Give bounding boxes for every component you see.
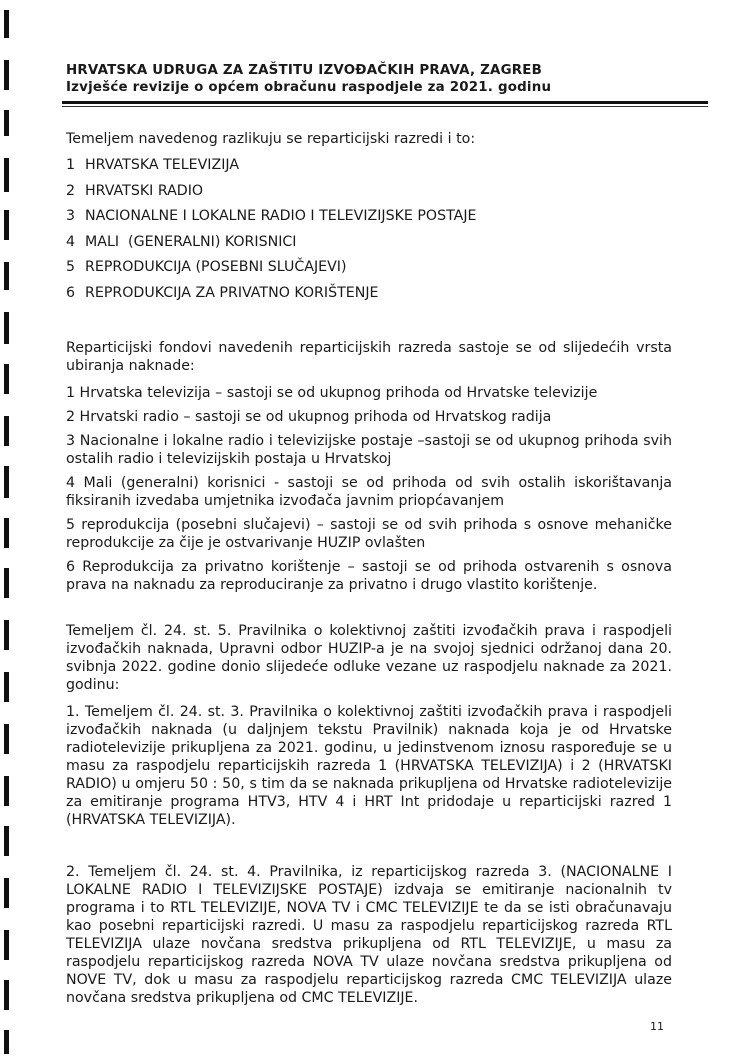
scan-edge-mark	[4, 416, 9, 446]
class-item	[66, 233, 672, 259]
header-report-title: Izvješće revizije o općem obračunu raspodjele za 2021. godinu	[66, 80, 552, 95]
classes-intro: Temeljem navedenog razlikuju se reparticijski razredi i to:	[66, 131, 476, 147]
fund-item: 6 Reprodukcija za privatno korištenje – sastoji se od prihoda ostvarenih s osnova prava na naknadu za reproduciranje za privatno i drugo vlastito korištenje.	[66, 559, 672, 593]
page-header	[66, 62, 726, 96]
page-number: 11	[650, 1020, 664, 1033]
scan-edge-mark	[4, 210, 9, 240]
class-number: 2	[66, 182, 76, 199]
decision-item: 2. Temeljem čl. 24. st. 4. Pravilnika, iz reparticijskog razreda 3. (NACIONALNE I LOKALNE RADIO I TELEVIZIJSKE POSTAJE) izdvaja se emitiranje nacionalnih tv programa i to RTL TELEVIZIJE, NOVA TV i CMC TELEVIZIJE te da se isti obračunavaju kao posebni reparticijski razredi. U masu za raspodjelu reparticijskog razreda RTL TELEVIZIJA ulaze novčana sredstva prikupljena od RTL TELEVIZIJE, u masu za raspodjelu reparticijskog razreda NOVA TV ulaze novčana sredstva prikupljena od NOVE TV, dok u masu za raspodjelu reparticijskog razreda CMC TELEVIZIJA ulaze novčana sredstva prikupljena od CMC TELEVIZIJE.	[66, 864, 672, 1006]
decision-item: 1. Temeljem čl. 24. st. 3. Pravilnika o kolektivnoj zaštiti izvođačkih prava i raspodjeli izvođačkih naknada (u daljnjem tekstu Pravilnik) naknada koja je od Hrvatske radiotelevizije prikupljena za 2021. godinu, u jedinstvenom iznosu raspoređuje se u masu za raspodjelu reparticijskih razreda 1 (HRVATSKA TELEVIZIJA) i 2 (HRVATSKI RADIO) u omjeru 50 : 50, s tim da se naknada prikupljena od Hrvatske radiotelevizije za emitiranje programa HTV3, HTV 4 i HRT Int pridodaje u reparticijski razred 1 (HRVATSKA TELEVIZIJA).	[66, 704, 672, 828]
scan-edge-mark	[4, 776, 9, 806]
fund-list	[66, 384, 672, 594]
scan-edge-mark	[4, 466, 9, 498]
fund-item: 1 Hrvatska televizija – sastoji se od ukupnog prihoda od Hrvatske televizije	[66, 385, 598, 401]
class-name: NACIONALNE I LOKALNE RADIO I TELEVIZIJSKE POSTAJE	[85, 208, 477, 224]
class-number: 3	[66, 208, 76, 224]
scan-edge-mark	[4, 672, 9, 702]
class-name: REPRODUKCIJA ZA PRIVATNO KORIŠTENJE	[85, 284, 379, 301]
class-item	[66, 156, 672, 182]
scan-edge-mark	[4, 1030, 9, 1054]
scan-edge-mark	[4, 60, 9, 90]
header-rule	[62, 101, 708, 104]
scan-edge-mark	[4, 568, 9, 598]
scan-edge-mark	[4, 158, 9, 192]
class-number: 1	[66, 157, 76, 173]
fund-item: 4 Mali (generalni) korisnici - sastoji se od prihoda od svih ostalih iskorištavanja fiksiranih izvedaba umjetnika izvođača javnim priopćavanjem	[66, 475, 672, 509]
class-number: 6	[66, 284, 76, 301]
class-list	[66, 156, 672, 309]
header-organization: HRVATSKA UDRUGA ZA ZAŠTITU IZVOĐAČKIH PRAVA, ZAGREB	[66, 63, 543, 78]
class-item	[66, 182, 672, 208]
scan-edge-mark	[4, 878, 9, 908]
scan-edge-mark	[4, 826, 9, 856]
class-number: 5	[66, 259, 76, 275]
class-name: HRVATSKA TELEVIZIJA	[85, 157, 240, 173]
scan-edge-mark	[4, 980, 9, 1010]
header-rule-thin	[62, 106, 708, 107]
scan-edge-mark	[4, 364, 9, 394]
scan-edge-mark	[4, 620, 9, 650]
scan-edge-mark	[4, 10, 9, 38]
scan-edge-mark	[4, 724, 9, 754]
class-name: REPRODUKCIJA (POSEBNI SLUČAJEVI)	[85, 259, 347, 275]
scan-edge-mark	[4, 110, 9, 136]
class-item	[66, 258, 672, 284]
class-name: MALI (GENERALNI) KORISNICI	[85, 233, 297, 250]
scan-edge-mark	[4, 518, 9, 548]
class-item	[66, 207, 672, 233]
scan-edge-mark	[4, 312, 9, 344]
fund-item: 2 Hrvatski radio – sastoji se od ukupnog prihoda od Hrvatskog radija	[66, 409, 552, 425]
fund-item: 5 reprodukcija (posebni slučajevi) – sastoji se od svih prihoda s osnove mehaničke reprodukcije za čije je ostvarivanje HUZIP ovlašten	[66, 517, 672, 551]
scan-edge-mark	[4, 930, 9, 960]
fund-item: 3 Nacionalne i lokalne radio i televizijske postaje –sastoji se od ukupnog prihoda svih ostalih radio i televizijskih postaja u Hrvatskoj	[66, 433, 672, 467]
class-item	[66, 284, 672, 310]
funds-intro: Reparticijski fondovi navedenih reparticijskih razreda sastoje se od slijedećih vrsta ubiranja naknade:	[66, 340, 672, 374]
document-body	[66, 130, 672, 1007]
class-name: HRVATSKI RADIO	[85, 182, 204, 199]
scan-edge-mark	[4, 262, 9, 290]
decision-intro: Temeljem čl. 24. st. 5. Pravilnika o kolektivnoj zaštiti izvođačkih prava i raspodjeli izvođačkih naknada, Upravni odbor HUZIP-a je na svojoj sjednici održanoj dana 20. svibnja 2022. godine donio slijedeće odluke vezane uz raspodjelu naknade za 2021. godinu:	[66, 623, 672, 693]
class-number: 4	[66, 233, 76, 250]
